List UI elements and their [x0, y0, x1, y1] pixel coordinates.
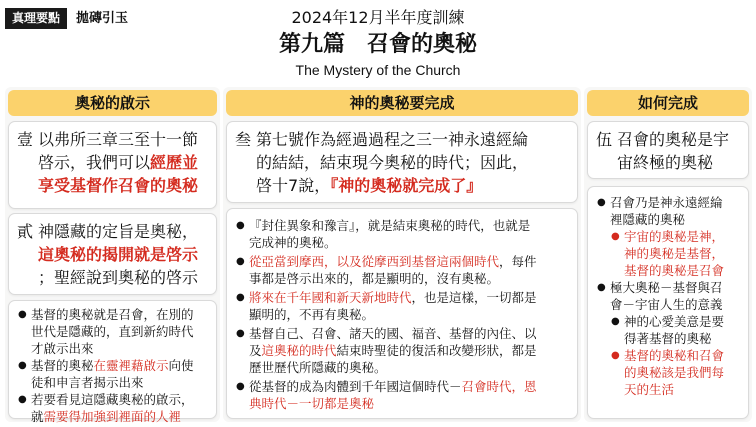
column-heading: 神的奧秘要完成: [226, 90, 578, 116]
point-text-line: 啓示，我們可以經歷並: [38, 153, 199, 172]
bullet-card: [226, 208, 578, 419]
highlight-text: 在靈裡藉啟示: [93, 358, 169, 373]
page-title: 第九篇 召會的奧秘: [278, 32, 477, 57]
column-revelation-of-mystery: [5, 87, 220, 422]
highlight-text: 從亞當到摩西，以及從摩西到基督這兩個時代: [249, 254, 500, 269]
section-subtag: 拋磚引玉: [76, 11, 129, 26]
highlight-text: 需要得加強到裡面的人裡: [43, 409, 182, 424]
point-card-3: [226, 121, 578, 203]
highlight-text: 『神的奧秘就完成了』: [330, 176, 483, 195]
bullet-item: ● 極大奧秘－基督與召 會－宇宙人生的意義: [596, 279, 740, 313]
point-text-line: 神隱藏的定旨是奧秘，: [38, 222, 199, 241]
highlight-text: 將來在千年國和新天新地時代: [249, 290, 412, 305]
bullet-item: ● 將來在千年國和新天新地時代，也是這樣，一切都是 顯明的，不再有奧秘。: [235, 289, 569, 323]
point-number: 壹: [17, 130, 34, 149]
point-card-5: [587, 121, 749, 179]
highlight-text: 召會時代，恩: [461, 379, 537, 394]
bullet-item: ● 若要看見這隱藏奧秘的啟示， 就需要得加強到裡面的人裡: [17, 391, 208, 425]
highlight-text: 這奧秘的揭開就是啓示: [38, 245, 199, 264]
point-card-1: [8, 121, 217, 209]
point-text-line: 召會的奧秘是宇: [617, 130, 730, 149]
highlight-text: 典時代－一切都是奧秘: [249, 396, 375, 411]
column-how-to-finish: [584, 87, 752, 422]
sub-bullet-item: ● 基督的奧秘和召會 的奧秘該是我們每 天的生活: [596, 347, 740, 398]
highlight-text: 這奧秘的時代: [261, 343, 337, 358]
point-text-line: 的結結，結束現今奧秘的時代；因此，: [256, 153, 529, 172]
training-date: 2024年12月半年度訓練: [291, 8, 465, 27]
point-number: 貳: [17, 222, 34, 241]
bullet-card: [587, 186, 749, 419]
column-heading: 如何完成: [587, 90, 749, 116]
bullet-card: [8, 300, 217, 424]
bullet-item: ● 基督自己、召會、諸天的國、福音、基督的內住、以 及這奧秘的時代結束時聖徒的復活和改變形狀，都是 歷世歷代所隱藏的奧秘。: [235, 325, 569, 376]
point-text-line: 第七號作為經過過程之三一神永遠經綸: [256, 130, 529, 149]
point-number: 叁: [235, 130, 252, 149]
highlight-text: 經歷並: [150, 153, 199, 172]
sub-bullet-item: ● 神的心愛美意是要 得著基督的奧秘: [596, 313, 740, 347]
bullet-item: ● 基督的奧秘在靈裡藉啟示向使 徒和申言者揭示出來: [17, 357, 208, 391]
sub-bullet-item: ● 宇宙的奧秘是神， 神的奧秘是基督， 基督的奧秘是召會: [596, 228, 740, 279]
column-mystery-finished: [223, 87, 581, 422]
bullet-item: ● 基督的奧秘就是召會，在別的 世代是隱藏的，直到新約時代 才啟示出來: [17, 306, 208, 357]
point-number: 伍: [596, 130, 613, 149]
page-subtitle-english: The Mystery of the Church: [295, 62, 461, 78]
point-text-line: 啓十7說，『神的奧秘就完成了』: [256, 176, 483, 195]
section-tag: 真理要點: [5, 8, 67, 29]
bullet-item: ● 從基督的成為肉體到千年國這個時代－召會時代，恩 典時代－一切都是奧秘: [235, 378, 569, 412]
point-text-line: 宙終極的奧秘: [617, 153, 714, 172]
bullet-item: ● 『封住異象和豫言』，就是結束奧秘的時代，也就是 完成神的奧秘。: [235, 217, 569, 251]
point-text-line: 以弗所三章三至十一節: [38, 130, 199, 149]
highlight-text: 享受基督作召會的奧秘: [38, 176, 199, 195]
column-heading: 奧秘的啟示: [8, 90, 217, 116]
point-text-line: ；聖經說到奧秘的啓示: [38, 268, 199, 287]
bullet-item: ● 召會乃是神永遠經綸 裡隱藏的奧秘: [596, 194, 740, 228]
bullet-item: ● 從亞當到摩西，以及從摩西到基督這兩個時代，每件 事都是啓示出來的，都是顯明的，沒有奧秘。: [235, 253, 569, 287]
point-card-2: [8, 213, 217, 295]
